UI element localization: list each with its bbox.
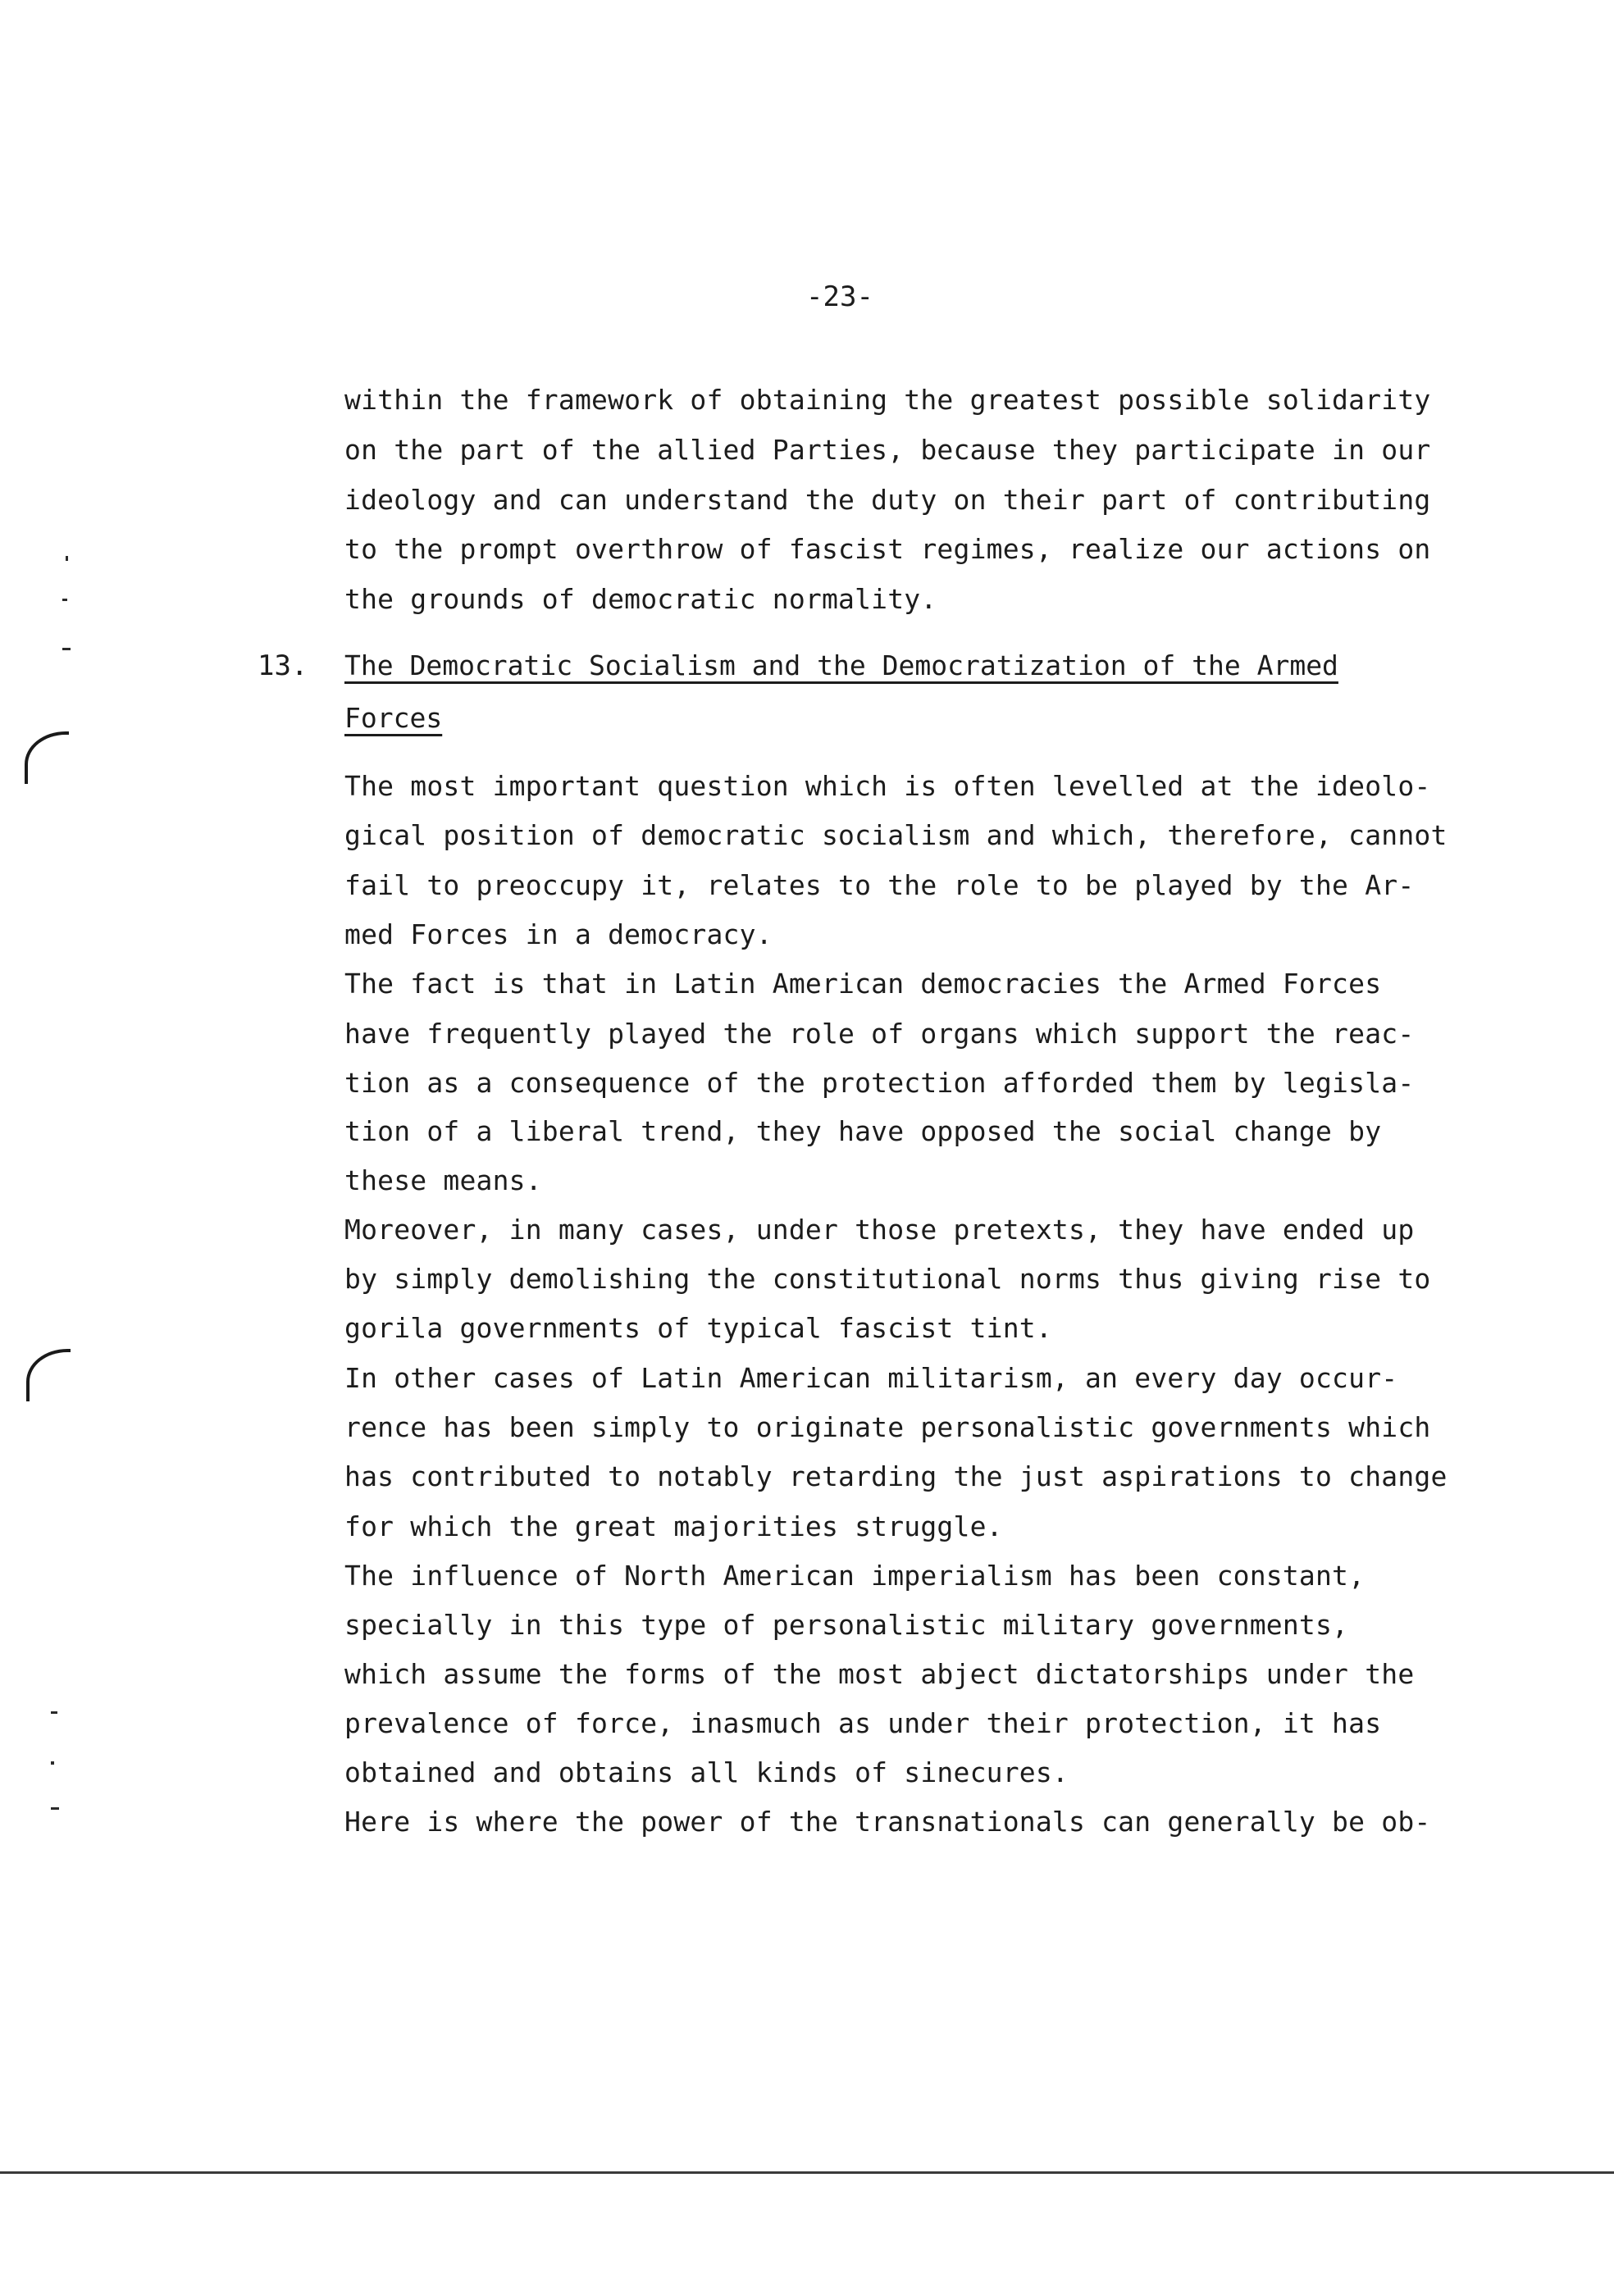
margin-tick — [51, 1761, 54, 1765]
text-line: the grounds of democratic normality. — [344, 583, 937, 615]
text-line: obtained and obtains all kinds of sinecures. — [344, 1756, 1069, 1788]
margin-tick — [66, 556, 68, 561]
margin-tick — [51, 1711, 57, 1714]
text-line: prevalence of force, inasmuch as under their protection, it has — [344, 1707, 1382, 1739]
text-line: for which the great majorities struggle. — [344, 1510, 1003, 1542]
text-line: In other cases of Latin American militarism, an every day occur- — [344, 1362, 1398, 1394]
text-line: have frequently played the role of organs which support the reac- — [344, 1018, 1415, 1050]
hole-punch-mark — [26, 1349, 71, 1401]
text-line: The fact is that in Latin American democracies the Armed Forces — [344, 968, 1382, 1000]
text-line: Here is where the power of the transnationals can generally be ob- — [344, 1806, 1431, 1838]
page-number: -23- — [806, 280, 873, 313]
text-line: to the prompt overthrow of fascist regimes, realize our actions on — [344, 533, 1431, 565]
margin-tick — [62, 599, 67, 601]
text-line: The influence of North American imperialism has been constant, — [344, 1560, 1366, 1592]
text-line: on the part of the allied Parties, because they participate in our — [344, 434, 1431, 466]
text-line: within the framework of obtaining the greatest possible solidarity — [344, 384, 1431, 416]
margin-tick — [62, 648, 71, 650]
text-line: gorila governments of typical fascist tint. — [344, 1312, 1052, 1344]
section-title: Forces — [344, 702, 443, 734]
text-line: med Forces in a democracy. — [344, 918, 773, 950]
text-line: has contributed to notably retarding the just aspirations to change — [344, 1460, 1448, 1492]
text-line: The most important question which is often levelled at the ideolo- — [344, 770, 1431, 802]
section-number: 13. — [258, 649, 308, 682]
section-title: The Democratic Socialism and the Democratization of the Armed — [344, 649, 1338, 681]
text-line: which assume the forms of the most abject dictatorships under the — [344, 1658, 1415, 1690]
text-line: ideology and can understand the duty on their part of contributing — [344, 484, 1431, 516]
text-line: Moreover, in many cases, under those pretexts, they have ended up — [344, 1214, 1415, 1246]
text-line: by simply demolishing the constitutional norms thus giving rise to — [344, 1263, 1431, 1295]
text-line: rence has been simply to originate personalistic governments which — [344, 1411, 1431, 1443]
text-line: these means. — [344, 1164, 542, 1196]
text-line: tion as a consequence of the protection afforded them by legisla- — [344, 1067, 1415, 1099]
text-line: specially in this type of personalistic military governments, — [344, 1609, 1349, 1641]
margin-tick — [51, 1807, 59, 1810]
bottom-scan-edge — [0, 2171, 1614, 2174]
text-line: tion of a liberal trend, they have opposed the social change by — [344, 1115, 1382, 1147]
hole-punch-mark — [25, 731, 69, 784]
text-line: gical position of democratic socialism and which, therefore, cannot — [344, 819, 1448, 851]
text-line: fail to preoccupy it, relates to the role to be played by the Ar- — [344, 869, 1415, 901]
